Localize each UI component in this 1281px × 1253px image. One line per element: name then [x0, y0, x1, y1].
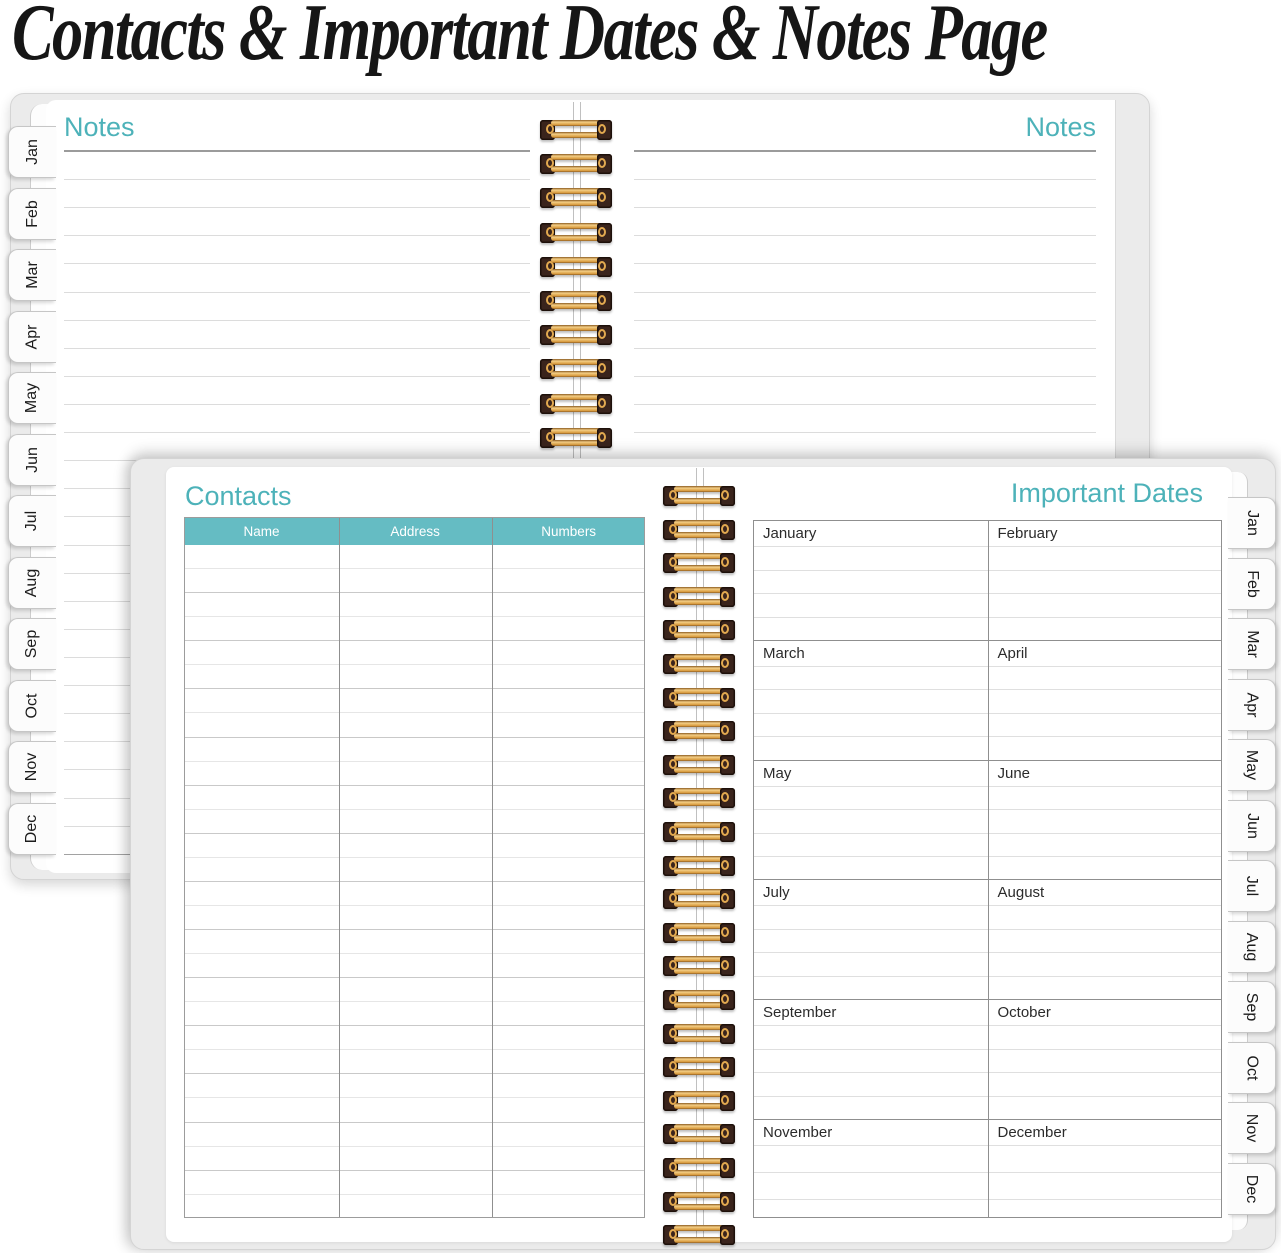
- tab-jan-left: Jan: [8, 126, 56, 178]
- table-row: [185, 1098, 644, 1122]
- month-label: August: [997, 884, 1045, 902]
- cell-ruled-line: [989, 1096, 1222, 1097]
- cell-ruled-line: [754, 952, 988, 953]
- ruled-line: [634, 349, 1096, 377]
- month-cell: [754, 761, 988, 880]
- tab-jul-left: Jul: [8, 495, 56, 547]
- month-label: March: [763, 644, 805, 662]
- table-row: [185, 786, 644, 810]
- cell-ruled-line: [989, 1025, 1222, 1026]
- month-label: February: [997, 525, 1058, 542]
- contacts-col-address: Address: [390, 524, 440, 539]
- page-gutter-line: [580, 102, 582, 458]
- cell-ruled-line: [754, 1072, 988, 1073]
- ruled-line: [634, 377, 1096, 405]
- month-label: June: [997, 764, 1031, 782]
- month-cell: [988, 641, 1222, 760]
- cell-ruled-line: [989, 833, 1222, 834]
- cell-ruled-line: [754, 786, 988, 787]
- month-label: September: [763, 1004, 837, 1022]
- cell-ruled-line: [754, 1096, 988, 1097]
- table-row: [185, 617, 644, 641]
- month-label: December: [997, 1124, 1067, 1142]
- cell-ruled-line: [989, 1072, 1222, 1073]
- contacts-col-numbers: Numbers: [541, 524, 597, 539]
- table-row: [185, 713, 644, 737]
- ruled-line: [634, 405, 1096, 433]
- month-cell: [988, 1120, 1222, 1217]
- cell-ruled-line: [989, 1199, 1222, 1200]
- ruled-line: [64, 180, 530, 208]
- month-cell: [988, 1000, 1222, 1119]
- cell-ruled-line: [989, 786, 1222, 787]
- cell-ruled-line: [989, 666, 1222, 667]
- id-row: [754, 761, 1221, 881]
- tab-dec-right: Dec: [1228, 1163, 1276, 1215]
- ruled-line: [64, 321, 530, 349]
- notes-right-header: Notes: [1025, 112, 1096, 142]
- cell-ruled-line: [754, 905, 988, 906]
- month-cell: [754, 641, 988, 760]
- table-row: [185, 1074, 644, 1098]
- table-row: [185, 1002, 644, 1026]
- ruled-line: [64, 264, 530, 292]
- month-cell: [754, 1120, 988, 1217]
- cell-ruled-line: [754, 856, 988, 857]
- ruled-line: [64, 433, 530, 461]
- important-dates-header: Important Dates: [1010, 478, 1203, 508]
- table-row: [185, 810, 644, 834]
- cell-ruled-line: [989, 617, 1222, 618]
- table-row: [185, 665, 644, 689]
- contacts-col-divider: [492, 518, 493, 1217]
- notes-left-header: Notes: [64, 112, 135, 142]
- month-cell: [754, 880, 988, 999]
- ruled-line: [64, 236, 530, 264]
- contacts-table-rows: [185, 545, 644, 1217]
- month-label: October: [997, 1004, 1051, 1022]
- id-row: [754, 880, 1221, 1000]
- table-row: [185, 834, 644, 858]
- table-row: [185, 1050, 644, 1074]
- month-label: April: [997, 644, 1028, 662]
- tab-oct-left: Oct: [8, 680, 56, 732]
- tab-sep-left: Sep: [8, 618, 56, 670]
- cell-ruled-line: [754, 976, 988, 977]
- contacts-col-divider: [339, 518, 340, 1217]
- tab-aug-left: Aug: [8, 557, 56, 609]
- cell-ruled-line: [754, 617, 988, 618]
- cell-ruled-line: [754, 1199, 988, 1200]
- table-row: [185, 762, 644, 786]
- important-dates-grid: [753, 520, 1222, 1218]
- ruled-line: [634, 180, 1096, 208]
- tab-jun-right: Jun: [1228, 800, 1276, 852]
- table-row: [185, 1123, 644, 1147]
- month-label: May: [763, 764, 792, 782]
- page-gutter-line: [703, 468, 705, 1242]
- tab-may-right: May: [1228, 739, 1276, 791]
- cell-ruled-line: [754, 593, 988, 594]
- cell-ruled-line: [989, 713, 1222, 714]
- ruled-line: [64, 293, 530, 321]
- table-row: [185, 1147, 644, 1171]
- cell-ruled-line: [989, 736, 1222, 737]
- ruled-line: [64, 208, 530, 236]
- table-row: [185, 858, 644, 882]
- ruled-line: [634, 152, 1096, 180]
- cell-ruled-line: [989, 952, 1222, 953]
- tab-jan-right: Jan: [1228, 497, 1276, 549]
- month-label: January: [763, 525, 817, 542]
- cell-ruled-line: [989, 1172, 1222, 1173]
- table-row: [185, 954, 644, 978]
- month-label: November: [763, 1124, 833, 1142]
- ruled-line: [64, 349, 530, 377]
- contacts-header: Contacts: [185, 481, 292, 511]
- tab-apr-right: Apr: [1228, 679, 1276, 731]
- month-cell: [988, 761, 1222, 880]
- cell-ruled-line: [754, 666, 988, 667]
- month-label: July: [763, 884, 790, 902]
- month-cell: [988, 880, 1222, 999]
- cell-ruled-line: [754, 689, 988, 690]
- contacts-col-name: Name: [243, 524, 280, 539]
- cell-ruled-line: [754, 1172, 988, 1173]
- tab-feb-right: Feb: [1228, 558, 1276, 610]
- tab-dec-left: Dec: [8, 803, 56, 855]
- cell-ruled-line: [754, 1025, 988, 1026]
- cell-ruled-line: [989, 929, 1222, 930]
- tab-apr-left: Apr: [8, 311, 56, 363]
- ruled-line: [634, 236, 1096, 264]
- tab-nov-left: Nov: [8, 741, 56, 793]
- tab-aug-right: Aug: [1228, 921, 1276, 973]
- ruled-line: [634, 293, 1096, 321]
- table-row: [185, 569, 644, 593]
- tab-may-left: May: [8, 372, 56, 424]
- table-row: [185, 906, 644, 930]
- table-row: [185, 545, 644, 569]
- cell-ruled-line: [989, 809, 1222, 810]
- cell-ruled-line: [754, 1145, 988, 1146]
- ruled-line: [64, 152, 530, 180]
- page-title: Contacts & Important Dates & Notes Page: [12, 0, 1047, 77]
- contacts-table-header: [185, 518, 644, 545]
- cell-ruled-line: [989, 689, 1222, 690]
- ruled-line: [634, 264, 1096, 292]
- id-row: [754, 1000, 1221, 1120]
- table-row: [185, 1195, 644, 1217]
- cell-ruled-line: [754, 713, 988, 714]
- cell-ruled-line: [989, 546, 1222, 547]
- id-row: [754, 641, 1221, 761]
- contacts-table: [184, 517, 645, 1218]
- table-row: [185, 882, 644, 906]
- id-row: [754, 521, 1221, 641]
- cell-ruled-line: [989, 976, 1222, 977]
- cell-ruled-line: [989, 593, 1222, 594]
- tab-mar-right: Mar: [1228, 618, 1276, 670]
- cell-ruled-line: [989, 905, 1222, 906]
- table-row: [185, 930, 644, 954]
- month-cell: [754, 1000, 988, 1119]
- table-row: [185, 1171, 644, 1195]
- page-gutter-line: [696, 468, 698, 1242]
- ruled-line: [64, 377, 530, 405]
- tab-feb-left: Feb: [8, 188, 56, 240]
- cell-ruled-line: [989, 570, 1222, 571]
- tab-mar-left: Mar: [8, 249, 56, 301]
- table-row: [185, 738, 644, 762]
- cell-ruled-line: [989, 1145, 1222, 1146]
- table-row: [185, 593, 644, 617]
- tab-jul-right: Jul: [1228, 860, 1276, 912]
- table-row: [185, 641, 644, 665]
- ruled-line: [64, 405, 530, 433]
- ruled-line: [634, 321, 1096, 349]
- cell-ruled-line: [754, 809, 988, 810]
- tab-sep-right: Sep: [1228, 981, 1276, 1033]
- cell-ruled-line: [754, 833, 988, 834]
- month-cell: [988, 521, 1222, 640]
- cell-ruled-line: [754, 1049, 988, 1050]
- cell-ruled-line: [989, 856, 1222, 857]
- page-gutter-line: [573, 102, 575, 458]
- cell-ruled-line: [989, 1049, 1222, 1050]
- cell-ruled-line: [754, 736, 988, 737]
- ruled-line: [634, 208, 1096, 236]
- table-row: [185, 978, 644, 1002]
- month-cell: [754, 521, 988, 640]
- tab-jun-left: Jun: [8, 434, 56, 486]
- cell-ruled-line: [754, 929, 988, 930]
- cell-ruled-line: [754, 546, 988, 547]
- tab-oct-right: Oct: [1228, 1042, 1276, 1094]
- table-row: [185, 1026, 644, 1050]
- table-row: [185, 689, 644, 713]
- id-row: [754, 1120, 1221, 1217]
- tab-nov-right: Nov: [1228, 1102, 1276, 1154]
- cell-ruled-line: [754, 570, 988, 571]
- ruled-line: [634, 433, 1096, 461]
